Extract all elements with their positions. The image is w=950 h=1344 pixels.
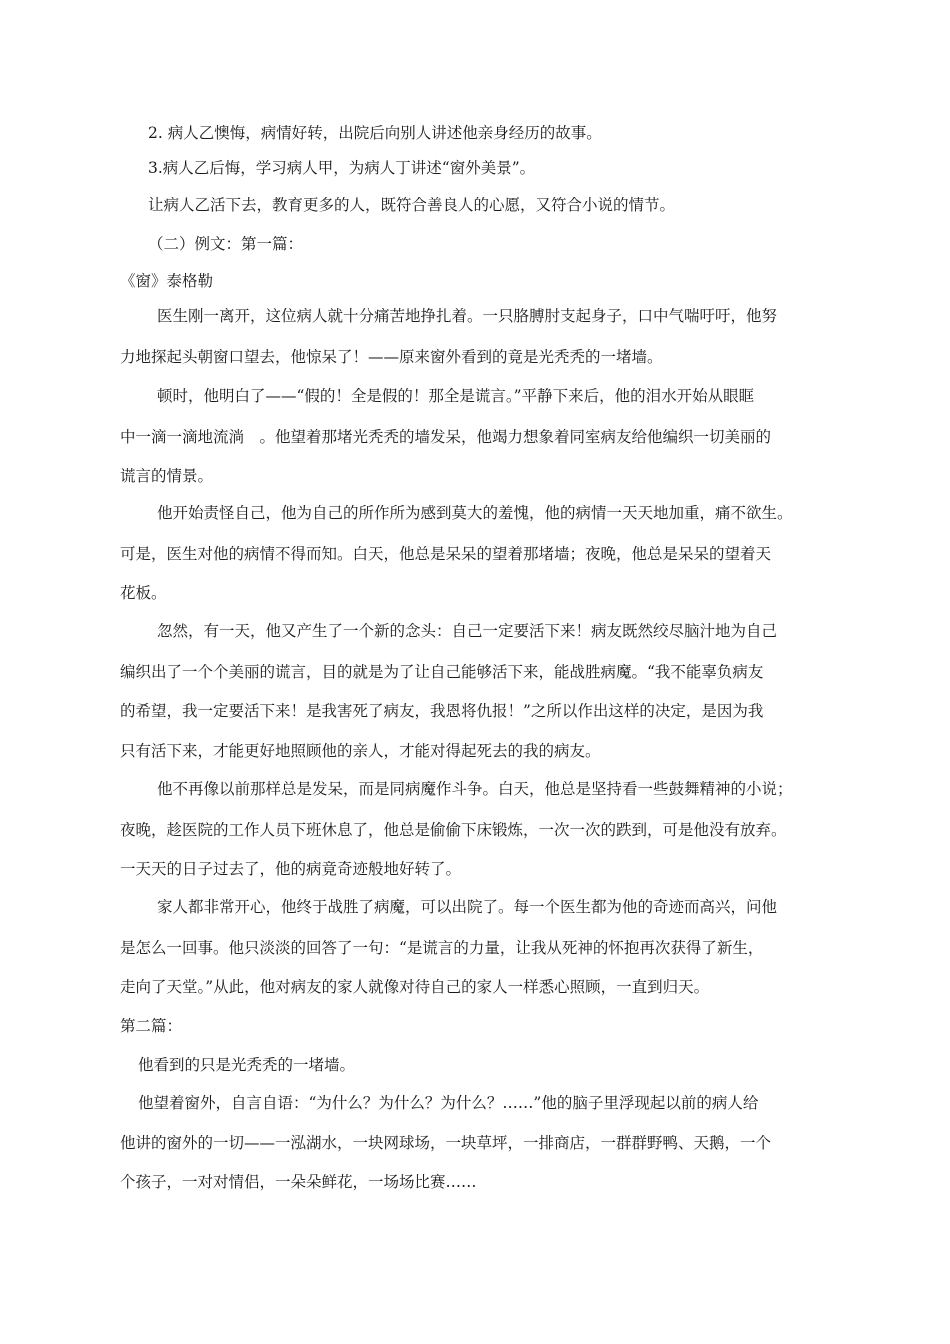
text-line: 中一滴一滴地流淌 。他望着那堵光秃秃的墙发呆，他竭力想象着同室病友给他编织一切美丽的 [120, 428, 772, 446]
text-line: 可是，医生对他的病情不得而知。白天，他总是呆呆的望着那堵墙；夜晚，他总是呆呆的望着天 [120, 545, 772, 563]
text-line: 力地探起头朝窗口望去，他惊呆了！——原来窗外看到的竟是光秃秃的一堵墙。 [120, 348, 663, 366]
text-line: 他开始责怪自己，他为自己的所作所为感到莫大的羞愧，他的病情一天天地加重，痛不欲生。 [157, 504, 793, 522]
text-line: 家人都非常开心，他终于战胜了病魔，可以出院了。每一个医生都为他的奇迹而高兴，问他 [157, 898, 778, 916]
text-line: 3.病人乙后悔，学习病人甲，为病人丁讲述“窗外美景”。 [148, 159, 536, 177]
text-line: 是怎么一回事。他只淡淡的回答了一句：“是谎言的力量，让我从死神的怀抱再次获得了新生， [120, 939, 764, 957]
text-line: 一天天的日子过去了，他的病竟奇迹般地好转了。 [120, 860, 462, 878]
essay-title: 《窗》泰格勒 [120, 272, 214, 290]
text-line: 谎言的情景。 [120, 467, 214, 485]
text-line: 他讲的窗外的一切——一泓湖水，一块网球场，一块草坪，一排商店，一群群野鸭、天鹅，一个 [120, 1134, 772, 1152]
text-line: 2. 病人乙懊悔，病情好转，出院后向别人讲述他亲身经历的故事。 [148, 124, 602, 142]
text-line: 的希望，我一定要活下来！是我害死了病友，我恩将仇报！”之所以作出这样的决定，是因为我 [120, 702, 764, 720]
text-line: 他看到的只是光秃秃的一堵墙。 [138, 1056, 356, 1074]
text-line: 医生刚一离开，这位病人就十分痛苦地挣扎着。一只胳膊肘支起身子，口中气喘吁吁，他努 [157, 307, 778, 325]
text-line: 他望着窗外，自言自语：“为什么？为什么？为什么？……”他的脑子里浮现起以前的病人给 [138, 1094, 759, 1112]
text-line: 顿时，他明白了——“假的！全是假的！那全是谎言。”平静下来后，他的泪水开始从眼眶 [157, 387, 755, 405]
section-heading: （二）例文：第一篇： [148, 235, 304, 253]
text-line: 让病人乙活下去，教育更多的人，既符合善良人的心愿，又符合小说的情节。 [148, 196, 676, 214]
text-line: 只有活下来，才能更好地照顾他的亲人，才能对得起死去的我的病友。 [120, 742, 601, 760]
text-line: 花板。 [120, 584, 167, 602]
text-line: 夜晚，趁医院的工作人员下班休息了，他总是偷偷下床锻炼，一次一次的跌到，可是他没有放弃。 [120, 821, 787, 839]
text-line: 编织出了一个个美丽的谎言，目的就是为了让自己能够活下来，能战胜病魔。“我不能辜负病友 [120, 663, 764, 681]
text-line: 个孩子，一对对情侣，一朵朵鲜花，一场场比赛…… [120, 1173, 477, 1191]
text-line: 忽然，有一天，他又产生了一个新的念头：自己一定要活下来！病友既然绞尽脑汁地为自己 [157, 622, 778, 640]
section-heading: 第二篇： [120, 1017, 183, 1035]
text-line: 走向了天堂。”从此，他对病友的家人就像对待自己的家人一样悉心照顾，一直到归天。 [120, 978, 710, 996]
text-line: 他不再像以前那样总是发呆，而是同病魔作斗争。白天，他总是坚持看一些鼓舞精神的小说； [157, 780, 793, 798]
